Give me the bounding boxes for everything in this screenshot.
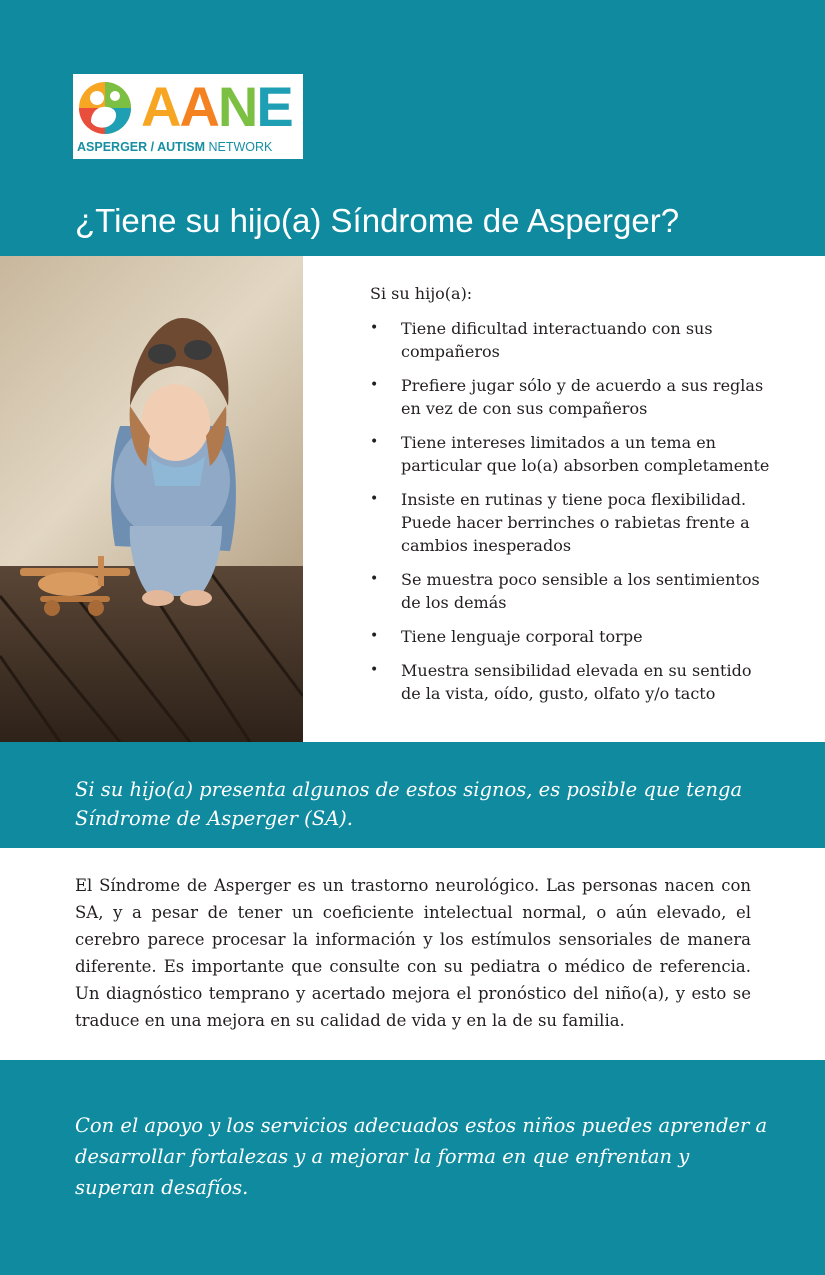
child-photo [0,256,303,742]
list-item: • Tiene dificultad interactuando con sus compañeros [370,317,775,363]
footer-band [0,1060,825,1275]
list-item: • Muestra sensibilidad elevada en su sentido de la vista, oído, gusto, olfato y/o tacto [370,659,775,705]
aane-logo [73,74,303,159]
list-item: • Insiste en rutinas y tiene poca flexibilidad. Puede hacer berrinches o rabietas frente a cambios inesperados [370,488,775,557]
description-section [0,848,825,1060]
page-title: ¿Tiene su hijo(a) Síndrome de Asperger? [75,202,680,239]
signs-section [0,256,825,742]
signs-intro: Si su hijo(a): [370,284,473,303]
signs-list [370,317,775,705]
logo-tagline: ASPERGER / AUTISM NETWORK [77,140,273,154]
list-item: • Tiene lenguaje corporal torpe [370,625,775,648]
signs-list-area [370,282,775,716]
header-band [0,0,825,256]
closing-text: Con el apoyo y los servicios adecuados estos niños puedes aprender a desarrollar fortalezas y a mejorar la forma en que enfrentan y superan desafíos. [75,1114,768,1199]
callout-text: Si su hijo(a) presenta algunos de estos signos, es posible que tenga Síndrome de Asperger (SA). [75,778,743,830]
description-text: El Síndrome de Asperger es un trastorno neurológico. Las personas nacen con SA, y a pesar de tener un coeficiente intelectual normal, o aún elevado, el cerebro parece procesar la información y los estímulos sensoriales de manera diferente. Es importante que consulte con su pediatra o médico de referencia. Un diagnóstico temprano y acertado mejora el pronóstico del niño(a), y esto se traduce en una mejora en su calidad de vida y en la de su familia. [75,876,751,1030]
callout-band [0,742,825,848]
list-item: • Tiene intereses limitados a un tema en particular que lo(a) absorben completamente [370,431,775,477]
list-item: • Prefiere jugar sólo y de acuerdo a sus reglas en vez de con sus compañeros [370,374,775,420]
logo-emblem-icon [77,80,133,136]
logo-wordmark: AANE [141,75,292,138]
list-item: • Se muestra poco sensible a los sentimientos de los demás [370,568,775,614]
